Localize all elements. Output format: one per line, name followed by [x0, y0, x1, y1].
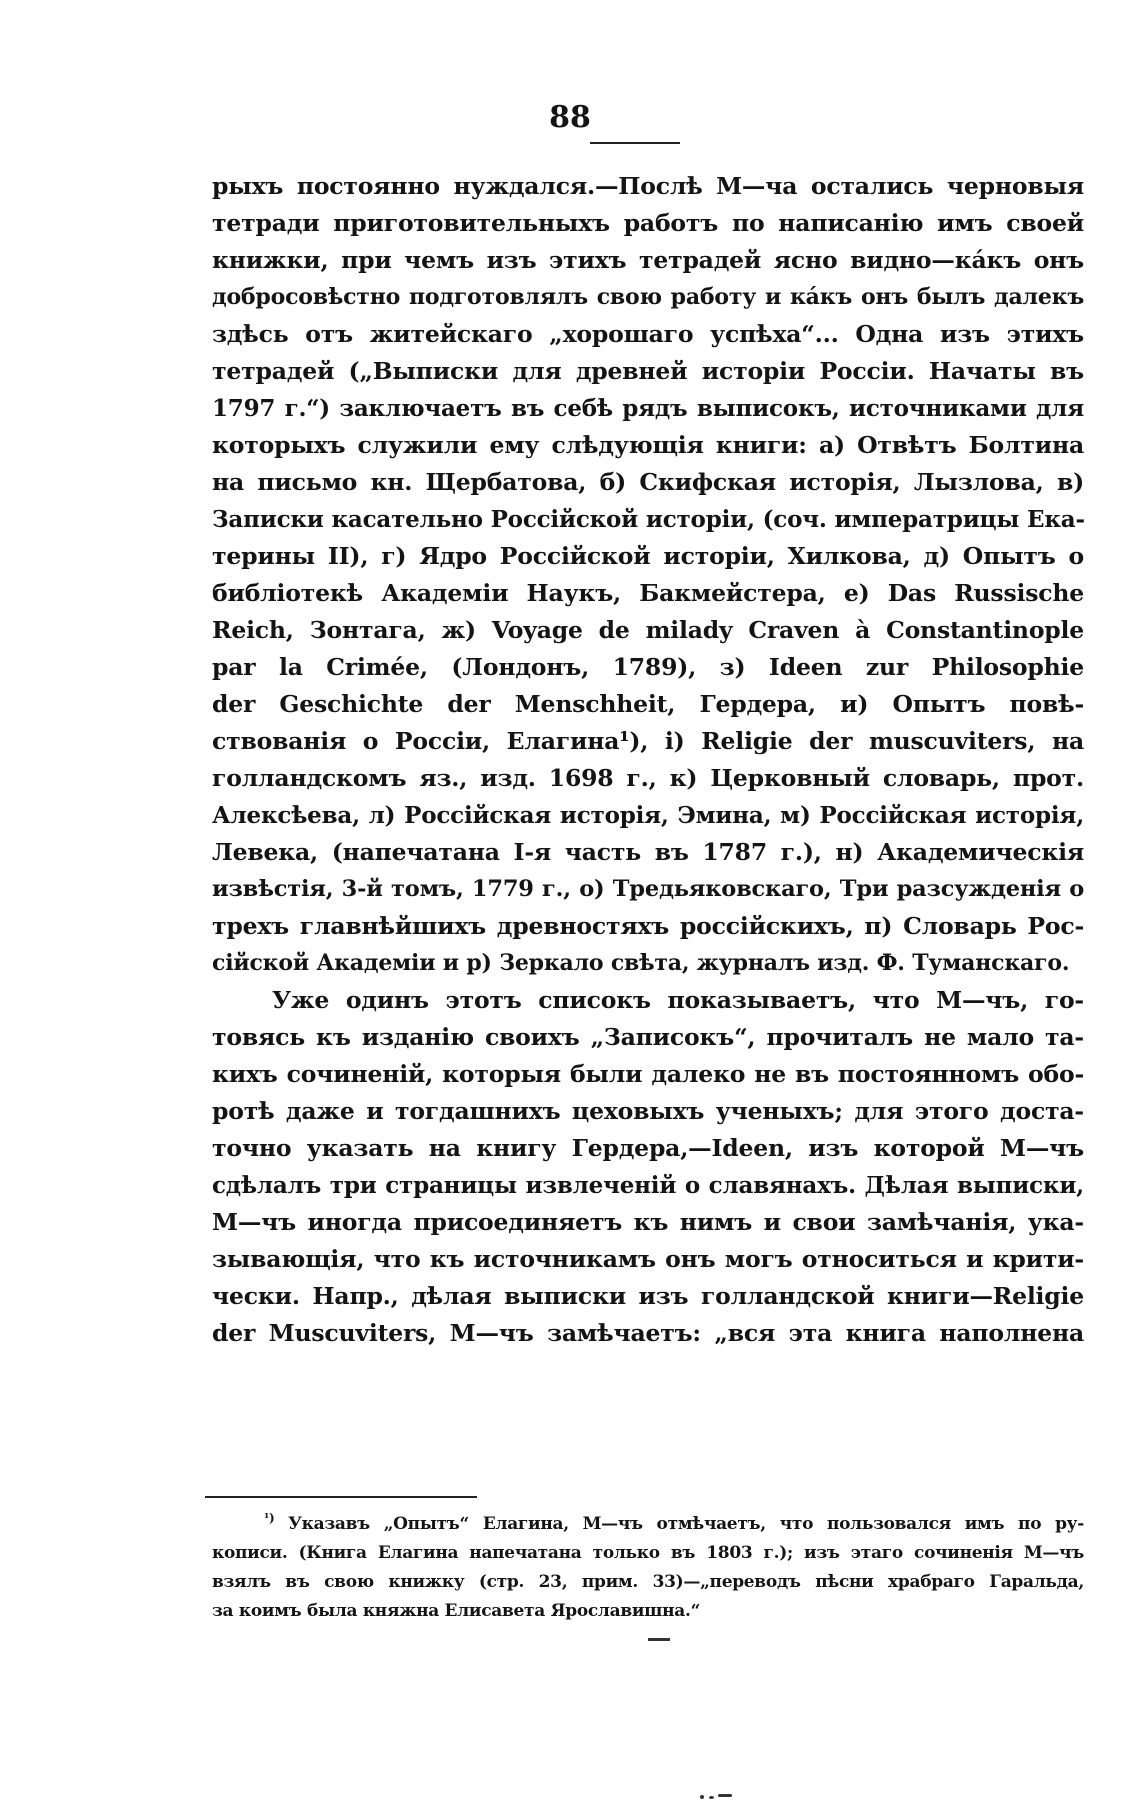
footnote-rule — [205, 1496, 477, 1498]
text-line: Reich, Зонтага, ж) Voyage de milady Craven à Constantinople — [212, 616, 1084, 644]
text-line: сдѣлалъ три страницы извлеченій о славянахъ. Дѣлая выписки, — [212, 1172, 1084, 1199]
print-specks — [700, 1793, 740, 1803]
footnote-line: за коимъ была княжна Елисавета Ярославишна.“ — [212, 1601, 701, 1621]
footnote-line — [212, 1510, 1084, 1539]
footnote-text: Указавъ „Опытъ“ Елагина, М—чъ отмѣчаетъ, что пользовался имъ по ру- — [288, 1514, 1084, 1534]
text-line: здѣсь отъ житейскаго „хорошаго успѣха“... Одна изъ этихъ — [212, 320, 1084, 348]
text-line: Записки касательно Россійской исторіи, (соч. императрицы Ека- — [212, 506, 1085, 533]
text-line: терины II), г) Ядро Россійской исторіи, Хилкова, д) Опытъ о — [212, 542, 1084, 570]
text-line: тетрадей („Выписки для древней исторіи Россіи. Начаты въ — [212, 357, 1084, 385]
text-line: par la Crimée, (Лондонъ, 1789), з) Ideen zur Philosophie — [212, 653, 1084, 681]
text-line: der Muscuviters, М—чъ замѣчаетъ: „вся эта книга наполнена — [212, 1319, 1084, 1347]
text-line: 1797 г.“) заключаетъ въ себѣ рядъ выписокъ, источниками для — [212, 395, 1084, 422]
text-line: ротѣ даже и тогдашнихъ цеховыхъ ученыхъ; для этого доста- — [212, 1097, 1084, 1125]
text-line: der Geschichte der Menschheit, Гердера, и) Опытъ повѣ- — [212, 690, 1084, 718]
text-line: трехъ главнѣйшихъ древностяхъ россійскихъ, п) Словарь Рос- — [212, 912, 1084, 940]
footnote-end-dash — [648, 1638, 670, 1641]
text-line: кихъ сочиненій, которыя были далеко не въ постоянномъ обо- — [212, 1060, 1084, 1088]
text-line: извѣстія, 3-й томъ, 1779 г., о) Тредьяковскаго, Три разсужденія о — [212, 876, 1084, 902]
page-number: 88 — [549, 100, 591, 135]
footnote-mark: ¹) — [264, 1511, 275, 1525]
text-line: библіотекѣ Академіи Наукъ, Бакмейстера, е) Das Russische — [212, 579, 1084, 607]
text-line: чески. Напр., дѣлая выписки изъ голландской книги—Religie — [212, 1282, 1084, 1310]
text-line: книжки, при чемъ изъ этихъ тетрадей ясно видно—кáкъ онъ — [212, 246, 1084, 274]
text-line: ствованія о Россіи, Елагина¹), і) Religie der muscuviters, на — [212, 727, 1084, 755]
footnote-line: кописи. (Книга Елагина напечатана только въ 1803 г.); изъ этаго сочиненія М—чъ — [212, 1543, 1084, 1563]
text-line: рыхъ постоянно нуждался.—Послѣ М—ча остались черновыя — [212, 172, 1084, 200]
text-line: сійской Академіи и р) Зеркало свѣта, журналъ изд. Ф. Туманскаго. — [212, 950, 1070, 976]
text-line: тетради приготовительныхъ работъ по написанію имъ своей — [212, 209, 1084, 237]
text-line: добросовѣстно подготовлялъ свою работу и кáкъ онъ былъ далекъ — [212, 284, 1084, 310]
body-text — [212, 168, 1084, 1352]
page-number-rule — [590, 142, 680, 144]
text-line: точно указать на книгу Гердера,—Ideen, изъ которой М—чъ — [212, 1134, 1084, 1162]
text-line: зывающія, что къ источникамъ онъ могъ относиться и крити- — [212, 1245, 1084, 1273]
text-line: голландскомъ яз., изд. 1698 г., к) Церковный словарь, прот. — [212, 764, 1084, 792]
text-line: Алексѣева, л) Россійская исторія, Эмина, м) Россійская исторія, — [212, 802, 1084, 829]
text-line: на письмо кн. Щербатова, б) Скифская исторія, Лызлова, в) — [212, 468, 1084, 496]
paragraph-start-line: Уже одинъ этотъ списокъ показываетъ, что М—чъ, го- — [272, 986, 1084, 1014]
text-line: товясь къ изданію своихъ „Записокъ“, прочиталъ не мало та- — [212, 1023, 1084, 1051]
text-line: которыхъ служили ему слѣдующія книги: а) Отвѣтъ Болтина — [212, 431, 1084, 459]
footnote-line: взялъ въ свою книжку (стр. 23, прим. 33)—„переводъ пѣсни храбраго Гаральда, — [212, 1572, 1084, 1592]
text-line: М—чъ иногда присоединяетъ къ нимъ и свои замѣчанія, ука- — [212, 1208, 1084, 1236]
footnotes — [212, 1510, 1084, 1626]
text-line: Левека, (напечатана I-я часть въ 1787 г.), н) Академическія — [212, 838, 1084, 866]
